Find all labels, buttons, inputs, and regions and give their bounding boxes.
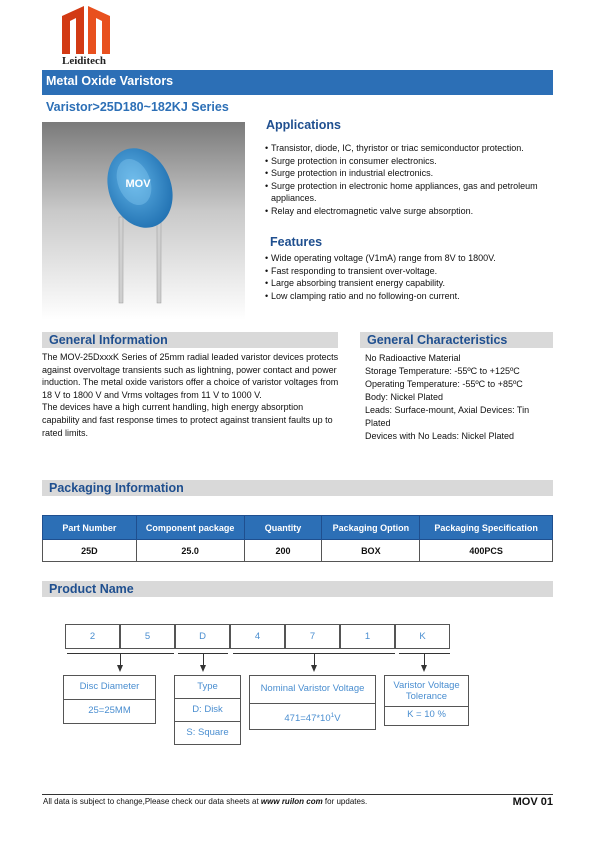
disc-diameter-title: Disc Diameter — [64, 676, 155, 700]
footer-note-end: for updates. — [322, 797, 368, 806]
list-item: • Low clamping ratio and no following-on current. — [262, 290, 554, 303]
nominal-voltage-title: Nominal Varistor Voltage — [250, 676, 375, 704]
column-header: Component package — [136, 516, 244, 540]
code-digit: K — [395, 624, 450, 649]
nominal-voltage-value — [250, 704, 375, 729]
arrow-down-icon — [117, 665, 123, 672]
photo-label: MOV — [125, 178, 151, 190]
list-item: • Large absorbing transient energy capability. — [262, 277, 554, 290]
nominal-voltage-box — [249, 675, 376, 730]
characteristic-line: Storage Temperature: -55ºC to +125ºC — [365, 366, 520, 376]
list-item: • Relay and electromagnetic valve surge absorption. — [262, 205, 554, 218]
general-information-text — [42, 351, 340, 439]
table-header-row — [43, 516, 553, 540]
table-cell: 400PCS — [420, 540, 553, 562]
code-digit: D — [175, 624, 230, 649]
code-digit: 2 — [65, 624, 120, 649]
characteristic-line: No Radioactive Material — [365, 353, 461, 363]
general-characteristics-heading: General Characteristics — [360, 332, 553, 348]
general-information-paragraph: The MOV-25DxxxK Series of 25mm radial leaded varistor devices protects against overvoltage transients such as lightning, power contact and power induction. The metal oxide varistors offer a choice of varistor voltages from 18 V to 1800 V and Vrms voltages from 11 V to 1000 V. — [42, 352, 339, 400]
list-item: • Fast responding to transient over-voltage. — [262, 265, 554, 278]
code-digit: 5 — [120, 624, 175, 649]
column-header: Part Number — [43, 516, 137, 540]
general-information-heading: General Information — [42, 332, 338, 348]
arrow-down-icon — [200, 665, 206, 672]
product-name-heading: Product Name — [42, 581, 553, 597]
footer-divider — [42, 794, 553, 795]
nominal-voltage-exponent: 1 — [330, 712, 335, 719]
features-list — [262, 252, 554, 302]
list-item: • Surge protection in consumer electronics. — [262, 155, 554, 168]
footer-website: www ruilon com — [260, 797, 323, 806]
characteristic-line: Devices with No Leads: Nickel Plated — [365, 431, 515, 441]
list-item: • Surge protection in electronic home appliances, gas and petroleum appliances. — [262, 180, 554, 205]
nominal-voltage-unit: V — [334, 713, 341, 725]
nominal-voltage-base: 471=47*10 — [284, 713, 331, 725]
table-row — [43, 540, 553, 562]
list-item: • Transistor, diode, IC, thyristor or triac semiconductor protection. — [262, 142, 554, 155]
general-information-paragraph: The devices have a high current handling, high energy absorption capability and fast response times to protect against transient faults up to rated limits. — [42, 402, 333, 438]
tolerance-value: K = 10 % — [407, 709, 446, 720]
arrow-down-icon — [311, 665, 317, 672]
page-title: Metal Oxide Varistors — [42, 70, 553, 95]
code-digit: 7 — [285, 624, 340, 649]
table-cell: BOX — [322, 540, 420, 562]
characteristic-line: Body: Nickel Plated — [365, 392, 444, 402]
list-item: • Wide operating voltage (V1mA) range from 8V to 1800V. — [262, 252, 554, 265]
applications-heading: Applications — [266, 118, 342, 132]
type-option-square: S: Square — [186, 727, 229, 738]
table-cell: 25D — [43, 540, 137, 562]
code-digit: 4 — [230, 624, 285, 649]
table-cell: 200 — [244, 540, 322, 562]
packaging-table — [42, 515, 553, 562]
footer-note — [43, 797, 367, 806]
disc-diameter-value: 25=25MM — [88, 705, 131, 716]
characteristic-line: Leads: Surface-mount, Axial Devices: Tin Plated — [365, 405, 530, 428]
packaging-heading: Packaging Information — [42, 480, 553, 496]
arrow-down-icon — [421, 665, 427, 672]
tolerance-box — [384, 675, 469, 726]
tolerance-title: Varistor Voltage Tolerance — [385, 676, 468, 707]
column-header: Quantity — [244, 516, 322, 540]
varistor-photo — [42, 122, 245, 320]
characteristic-line: Operating Temperature: -55ºC to +85ºC — [365, 379, 523, 389]
type-option-disk: D: Disk — [175, 699, 240, 722]
table-cell: 25.0 — [136, 540, 244, 562]
column-header: Packaging Specification — [420, 516, 553, 540]
column-header: Packaging Option — [322, 516, 420, 540]
general-characteristics-text — [365, 352, 553, 443]
list-item: • Surge protection in industrial electronics. — [262, 167, 554, 180]
footer-note-start: All data is subject to change,Please check our data sheets at — [43, 797, 261, 806]
applications-list — [262, 142, 554, 218]
type-title: Type — [175, 676, 240, 699]
brand-name: Leiditech — [62, 55, 106, 67]
type-box — [174, 675, 241, 745]
document-code: MOV 01 — [512, 796, 553, 808]
disc-diameter-box — [63, 675, 156, 724]
series-title: Varistor>25D180~182KJ Series — [46, 100, 229, 114]
features-heading: Features — [270, 235, 323, 249]
code-digit: 1 — [340, 624, 395, 649]
